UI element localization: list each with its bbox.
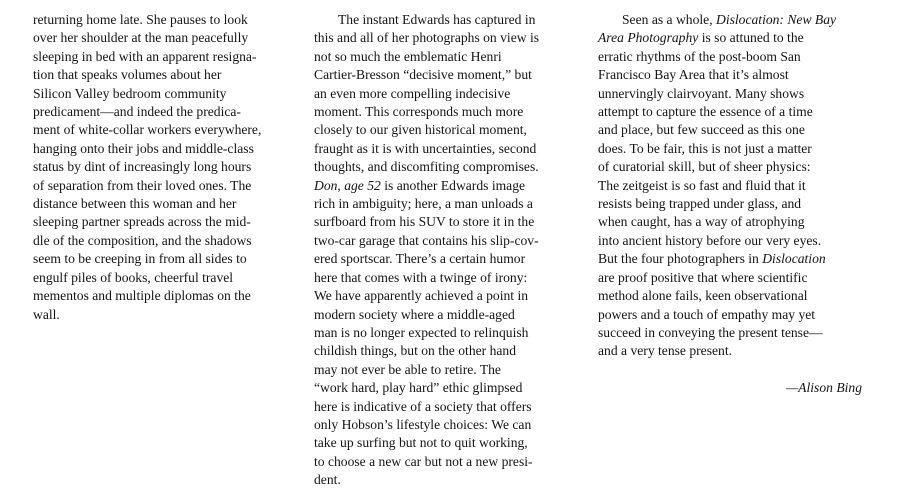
text-column-2	[314, 11, 584, 490]
text-line	[598, 250, 882, 268]
text-line: ered sportscar. There’s a certain humor	[314, 251, 526, 267]
text-line: attempt to capture the essence of a time	[598, 104, 813, 120]
text-line: The zeitgeist is so fast and fluid that it	[598, 177, 806, 193]
paragraph-first-line: The instant Edwards has captured in	[338, 12, 536, 27]
text-line: engulf piles of books, cheerful travel	[33, 269, 234, 285]
text-line: closely to our given historical moment,	[314, 122, 527, 138]
text-line: distance between this woman and her	[33, 196, 237, 212]
text-run: Seen as a whole,	[622, 12, 716, 27]
exhibition-title: Area Photography	[598, 30, 699, 46]
text-run: is so attuned to the	[698, 30, 804, 46]
text-line: status by dint of increasingly long hours	[33, 159, 252, 175]
text-line: predicament—and indeed the predica-	[33, 104, 241, 120]
text-line: method alone fails, keen observational	[598, 288, 808, 304]
text-line: childish things, but on the other hand	[314, 343, 516, 359]
text-column-1	[33, 11, 305, 324]
text-line: tion that speaks volumes about her	[33, 67, 222, 83]
text-line: when caught, has a way of atrophying	[598, 214, 805, 230]
text-line: Francisco Bay Area that it’s almost	[598, 67, 789, 83]
text-line: may not ever be able to retire. The	[314, 361, 501, 377]
author-byline: —Alison Bing	[786, 379, 862, 395]
text-line: ment of white-collar workers everywhere,	[33, 122, 262, 138]
text-line	[598, 29, 882, 47]
text-line: and a very tense present.	[598, 343, 732, 359]
exhibition-title: Dislocation	[762, 251, 826, 267]
text-run: But the four photographers in	[598, 251, 763, 267]
text-line: modern society where a middle-aged	[314, 306, 515, 322]
text-run: is another Edwards image	[380, 177, 526, 193]
text-line: of separation from their loved ones. The	[33, 177, 252, 193]
text-line: to choose a new car but not a new presi-	[314, 453, 533, 469]
text-line: sleeping in bed with an apparent resigna-	[33, 48, 257, 64]
text-line: this and all of her photographs on view is	[314, 30, 540, 46]
text-line: rich in ambiguity; here, a man unloads a	[314, 196, 533, 212]
text-line: seem to be creeping in from all sides to	[33, 251, 247, 267]
text-line: only Hobson’s lifestyle choices: We can	[314, 416, 532, 432]
text-line: man is no longer expected to relinquish	[314, 324, 529, 340]
text-line: does. To be fair, this is not just a matter	[598, 140, 812, 156]
text-line: “work hard, play hard” ethic glimpsed	[314, 380, 523, 396]
text-line: and place, but few succeed as this one	[598, 122, 805, 138]
text-line: succeed in conveying the present tense—	[598, 324, 823, 340]
exhibition-title: Dislocation: New Bay	[716, 12, 837, 27]
text-line: unnervingly clairvoyant. Many shows	[598, 85, 805, 101]
paragraph-first-line	[598, 11, 882, 29]
text-line: fraught as it is with uncertainties, second	[314, 140, 537, 156]
text-line	[314, 177, 584, 195]
text-line: over her shoulder at the man peacefully	[33, 30, 249, 46]
text-line: here that comes with a twinge of irony:	[314, 269, 528, 285]
text-line: surfboard from his SUV to store it in the	[314, 214, 535, 230]
text-line: dle of the composition, and the shadows	[33, 232, 252, 248]
text-line: two-car garage that contains his slip-cov-	[314, 232, 539, 248]
text-line: dent.	[314, 472, 341, 488]
text-line: moment. This corresponds much more	[314, 104, 524, 120]
text-line: are proof positive that where scientific	[598, 269, 808, 285]
text-line: into ancient history before our very eyes.	[598, 232, 822, 248]
text-line: mementos and multiple diplomas on the	[33, 288, 251, 304]
text-line: We have apparently achieved a point in	[314, 288, 529, 304]
text-line: erratic rhythms of the post-boom San	[598, 48, 801, 64]
text-line: returning home late. She pauses to look	[33, 12, 248, 27]
text-column-3	[598, 11, 882, 397]
text-line: hanging onto their jobs and middle-class	[33, 140, 254, 156]
text-line: Silicon Valley bedroom community	[33, 85, 227, 101]
text-line: here is indicative of a society that offers	[314, 398, 532, 414]
text-line: powers and a touch of empathy may yet	[598, 306, 816, 322]
text-line: Cartier-Bresson “decisive moment,” but	[314, 67, 532, 83]
artwork-title: Don, age 52	[314, 177, 381, 193]
text-line: thoughts, and discomfiting compromises.	[314, 159, 539, 175]
text-line: sleeping partner spreads across the mid-	[33, 214, 251, 230]
text-line: of curatorial skill, but of sheer physics:	[598, 159, 811, 175]
text-line: wall.	[33, 306, 60, 322]
text-line: an even more compelling indecisive	[314, 85, 511, 101]
text-line: resists being trapped under glass, and	[598, 196, 802, 212]
text-line: not so much the emblematic Henri	[314, 48, 502, 64]
text-line: take up surfing but not to quit working,	[314, 435, 528, 451]
